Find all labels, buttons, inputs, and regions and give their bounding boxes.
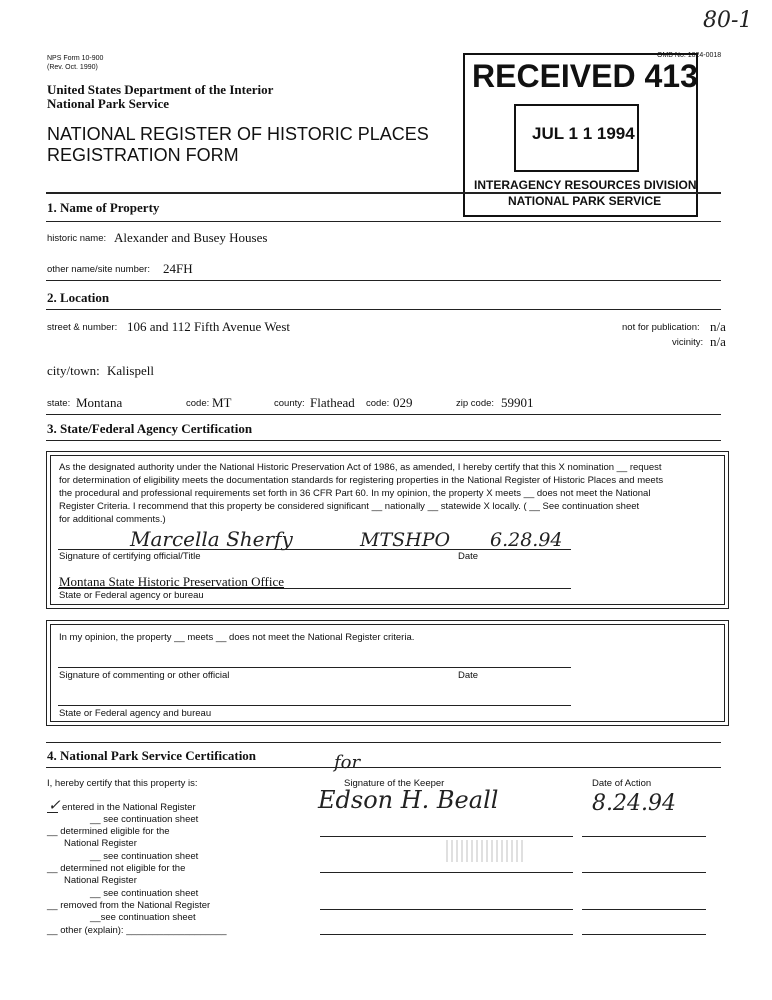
- section4-rule: [46, 742, 721, 743]
- action-line-4: [582, 934, 706, 935]
- status-removed: __ removed from the National Register: [47, 900, 211, 911]
- other-name-label: other name/site number:: [47, 264, 150, 275]
- entered-checkmark: ✓: [48, 796, 61, 814]
- action-date-label: Date of Action: [592, 778, 652, 789]
- cert-agency-label: State or Federal agency or bureau: [59, 590, 204, 601]
- status-see4: __see continuation sheet: [90, 912, 196, 923]
- county-label: county:: [274, 398, 305, 409]
- county-value: Flathead: [310, 395, 355, 410]
- nps-certify-text: I, hereby certify that this property is:: [47, 778, 198, 789]
- corner-note: 80-1: [703, 8, 753, 33]
- agency-line1: United States Department of the Interior: [47, 82, 274, 97]
- certifying-signature: Marcella Sherfy: [130, 527, 293, 551]
- section1-end-rule: [46, 280, 721, 281]
- action-line-3: [582, 909, 706, 910]
- state-label: state:: [47, 398, 71, 409]
- state-value: Montana: [76, 395, 123, 410]
- cert-line3: the procedural and professional requirements set forth in 36 CFR Part 60. In my opinion, the property X meets __ does not meet the National: [59, 488, 651, 499]
- section2-under-rule: [46, 309, 721, 310]
- section1-under-rule: [46, 221, 721, 222]
- section4-heading: 4. National Park Service Certification: [47, 748, 257, 763]
- keeper-line-1: [320, 836, 573, 837]
- vicinity-label: vicinity:: [672, 337, 704, 348]
- keeper-line-4: [320, 934, 573, 935]
- street-value: 106 and 112 Fifth Avenue West: [127, 319, 291, 334]
- action-line-1: [582, 836, 706, 837]
- form-title-line2: REGISTRATION FORM: [47, 145, 239, 165]
- certifying-date: 6.28.94: [490, 529, 563, 551]
- form-number: NPS Form 10-900: [47, 55, 104, 62]
- historic-name-value: Alexander and Busey Houses: [114, 230, 268, 245]
- action-line-2: [582, 872, 706, 873]
- cert-line4: Register Criteria. I recommend that this property be considered significant __ nationally __ statewide X locally. ( __ See continuation sheet: [59, 501, 640, 512]
- status-entered: entered in the National Register: [62, 802, 196, 813]
- cert-line5: for additional comments.): [59, 514, 166, 525]
- cert-sig-line: [58, 549, 571, 550]
- historic-name-label: historic name:: [47, 233, 107, 244]
- opinion-text: In my opinion, the property __ meets __ does not meet the National Register criteria.: [59, 632, 415, 643]
- stamp-division: INTERAGENCY RESOURCES DIVISION: [474, 178, 697, 192]
- section1-heading: 1. Name of Property: [47, 200, 160, 215]
- comment-sig-label: Signature of commenting or other official: [59, 670, 230, 681]
- stamp-received: RECEIVED 413: [472, 58, 698, 94]
- cert-line1: As the designated authority under the National Historic Preservation Act of 1986, as amended, I hereby certify that this X nomination __ request: [59, 462, 662, 473]
- comment-date-label: Date: [458, 670, 479, 681]
- cert-agency-line: [58, 588, 571, 589]
- keeper-for: for: [334, 752, 361, 773]
- keeper-label: Signature of the Keeper: [344, 778, 445, 789]
- keeper-line-2: [320, 872, 573, 873]
- status-noteligible1: __ determined not eligible for the: [47, 863, 186, 874]
- section2-heading: 2. Location: [47, 290, 110, 305]
- status-noteligible2: National Register: [64, 875, 137, 886]
- comment-agency-line: [58, 705, 571, 706]
- county-code-value: 029: [393, 395, 413, 410]
- comment-agency-label: State or Federal agency and bureau: [59, 708, 212, 719]
- keeper-signature: Edson H. Beall: [318, 786, 499, 814]
- action-date: 8.24.94: [592, 791, 676, 816]
- certifying-title: MTSHPO: [360, 529, 451, 551]
- code-value: MT: [212, 395, 232, 410]
- status-eligible2: National Register: [64, 838, 137, 849]
- zip-label: zip code:: [456, 398, 495, 409]
- faint-stamp-mark: [446, 840, 526, 862]
- form-title-line1: NATIONAL REGISTER OF HISTORIC PLACES: [47, 124, 429, 144]
- section2-end-rule: [46, 414, 721, 415]
- zip-value: 59901: [501, 395, 534, 410]
- cert-date-label: Date: [458, 551, 479, 562]
- nfp-label: not for publication:: [622, 322, 700, 333]
- form-revision: (Rev. Oct. 1990): [47, 64, 98, 71]
- status-other: __ other (explain): ___________________: [47, 925, 227, 936]
- keeper-line-3: [320, 909, 573, 910]
- city-label: city/town:: [47, 363, 100, 378]
- status-see2: __ see continuation sheet: [90, 851, 199, 862]
- entered-blank: [47, 812, 58, 813]
- cert-agency-value: Montana State Historic Preservation Office: [59, 574, 285, 589]
- omb-number: OMB No. 1024-0018: [657, 52, 722, 59]
- cert-sig-label: Signature of certifying official/Title: [59, 551, 201, 562]
- agency-line2: National Park Service: [47, 96, 170, 111]
- status-see3: __ see continuation sheet: [90, 888, 199, 899]
- nfp-value: n/a: [710, 319, 726, 334]
- stamp-service: NATIONAL PARK SERVICE: [508, 194, 662, 208]
- stamp-date: JUL 1 1 1994: [532, 124, 635, 143]
- other-name-value: 24FH: [163, 261, 193, 276]
- comment-sig-line: [58, 667, 571, 668]
- status-eligible1: __ determined eligible for the: [47, 826, 170, 837]
- status-see1: __ see continuation sheet: [90, 814, 199, 825]
- cert-line2: for determination of eligibility meets the documentation standards for registering properties in the National Register of Historic Places and meets: [59, 475, 664, 486]
- city-value: Kalispell: [107, 363, 154, 378]
- section3-under-rule: [46, 440, 721, 441]
- vicinity-value: n/a: [710, 334, 726, 349]
- section1-rule: [46, 192, 721, 194]
- code-label: code:: [186, 398, 210, 409]
- county-code-label: code:: [366, 398, 390, 409]
- street-label: street & number:: [47, 322, 118, 333]
- section4-under-rule: [46, 767, 721, 768]
- section3-heading: 3. State/Federal Agency Certification: [47, 421, 253, 436]
